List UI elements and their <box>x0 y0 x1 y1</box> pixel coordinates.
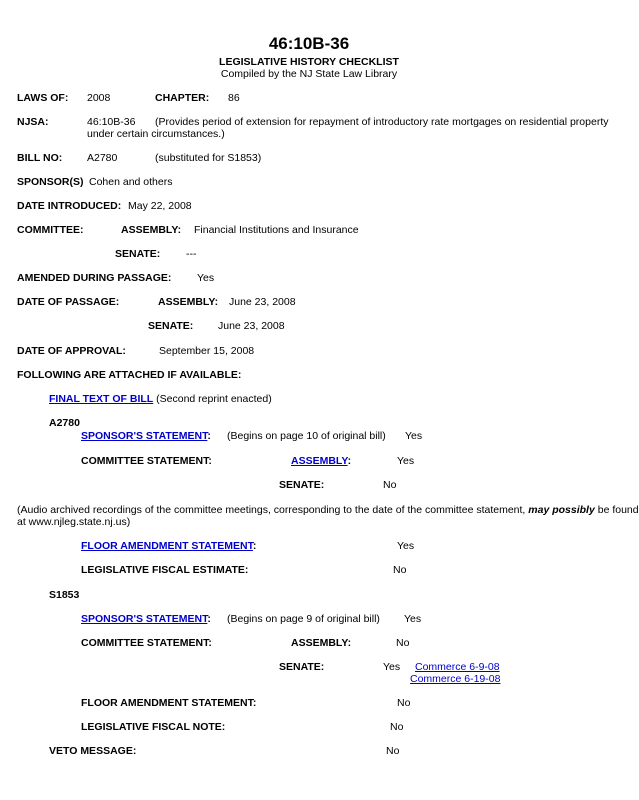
veto-value: No <box>386 745 400 757</box>
laws-of-label: LAWS OF: <box>17 92 69 104</box>
committee-senate-value: --- <box>186 248 197 260</box>
a2780-sponsor-colon: : <box>207 430 211 442</box>
s1853-sponsor-colon: : <box>207 613 211 625</box>
a2780-sponsor-statement-link[interactable]: SPONSOR'S STATEMENT <box>81 430 208 442</box>
amended-value: Yes <box>197 272 215 284</box>
s1853-senate-statement-link[interactable]: Commerce 6-19-08 <box>410 673 501 685</box>
a2780-senate-value: No <box>383 479 397 491</box>
njsa-description-line1: (Provides period of extension for repayment of introductory rate mortgages on residential property <box>155 116 609 128</box>
a2780-sponsor-statement <box>81 430 211 443</box>
committee-assembly-label: ASSEMBLY: <box>121 224 182 236</box>
a2780-fiscal-value: No <box>393 564 407 576</box>
a2780-committee-assembly <box>291 455 351 468</box>
passage-senate-value: June 23, 2008 <box>218 320 285 332</box>
bill-no-label: BILL NO: <box>17 152 63 164</box>
s1853-heading: S1853 <box>49 589 80 601</box>
passage-assembly-value: June 23, 2008 <box>229 296 296 308</box>
s1853-assembly-label: ASSEMBLY: <box>291 637 352 649</box>
s1853-fiscal-label: LEGISLATIVE FISCAL NOTE: <box>81 721 226 733</box>
s1853-senate-label: SENATE: <box>279 661 325 673</box>
committee-senate-label: SENATE: <box>115 248 161 260</box>
bill-no-value: A2780 <box>87 152 118 164</box>
a2780-sponsor-note: (Begins on page 10 of original bill) <box>227 430 386 442</box>
audio-note-emphasis: may possibly <box>528 504 595 516</box>
a2780-committee-label: COMMITTEE STATEMENT: <box>81 455 212 467</box>
audio-note-tail: be found <box>597 504 639 516</box>
s1853-fiscal-value: No <box>390 721 404 733</box>
laws-of-value: 2008 <box>87 92 111 104</box>
s1853-sponsor-note: (Begins on page 9 of original bill) <box>227 613 380 625</box>
date-of-approval-value: September 15, 2008 <box>159 345 255 357</box>
audio-note-line2: at www.njleg.state.nj.us) <box>17 516 131 528</box>
s1853-senate-statement-link[interactable]: Commerce 6-9-08 <box>415 661 500 673</box>
date-of-passage-label: DATE OF PASSAGE: <box>17 296 120 308</box>
compiled-by: Compiled by the NJ State Law Library <box>220 68 398 80</box>
passage-assembly-label: ASSEMBLY: <box>158 296 219 308</box>
final-text-note: (Second reprint enacted) <box>156 393 272 405</box>
njsa-description-line2: under certain circumstances.) <box>87 128 225 140</box>
s1853-sponsor-statement-link[interactable]: SPONSOR'S STATEMENT <box>81 613 208 625</box>
sponsors-label: SPONSOR(S) <box>17 176 84 188</box>
page-title: 46:10B-36 <box>268 34 350 53</box>
veto-label: VETO MESSAGE: <box>49 745 137 757</box>
s1853-sponsor-statement <box>81 613 211 626</box>
chapter-value: 86 <box>228 92 240 104</box>
a2780-floor-colon: : <box>252 540 257 552</box>
a2780-assembly-value: Yes <box>397 455 415 467</box>
date-introduced-label: DATE INTRODUCED: <box>17 200 122 212</box>
a2780-floor-amendment-link[interactable]: FLOOR AMENDMENT STATEMENT <box>81 540 253 552</box>
audio-note-text: (Audio archived recordings of the committee meetings, corresponding to the date of the committee statement, <box>17 504 526 516</box>
a2780-heading: A2780 <box>49 417 80 429</box>
bill-no-note: (substituted for S1853) <box>155 152 262 164</box>
committee-assembly-value: Financial Institutions and Insurance <box>194 224 359 236</box>
committee-label: COMMITTEE: <box>17 224 84 236</box>
s1853-floor-value: No <box>397 697 411 709</box>
passage-senate-label: SENATE: <box>148 320 194 332</box>
s1853-sponsor-value: Yes <box>404 613 422 625</box>
njsa-label: NJSA: <box>17 116 49 128</box>
a2780-senate-label: SENATE: <box>279 479 325 491</box>
date-introduced-value: May 22, 2008 <box>128 200 192 212</box>
a2780-assembly-link[interactable]: ASSEMBLY <box>291 455 348 467</box>
document-subtitle: LEGISLATIVE HISTORY CHECKLIST <box>219 56 399 68</box>
a2780-fiscal-label: LEGISLATIVE FISCAL ESTIMATE: <box>81 564 249 576</box>
s1853-senate-value: Yes <box>383 661 401 673</box>
s1853-committee-label: COMMITTEE STATEMENT: <box>81 637 212 649</box>
sponsors-value: Cohen and others <box>89 176 173 188</box>
a2780-floor-value: Yes <box>397 540 415 552</box>
final-text-row <box>49 393 272 406</box>
amended-label: AMENDED DURING PASSAGE: <box>17 272 172 284</box>
date-of-approval-label: DATE OF APPROVAL: <box>17 345 126 357</box>
a2780-sponsor-value: Yes <box>405 430 423 442</box>
chapter-label: CHAPTER: <box>155 92 210 104</box>
a2780-floor-amendment <box>81 540 256 553</box>
a2780-assembly-colon: : <box>347 455 352 467</box>
attached-heading: FOLLOWING ARE ATTACHED IF AVAILABLE: <box>17 369 242 381</box>
s1853-floor-label: FLOOR AMENDMENT STATEMENT: <box>81 697 257 709</box>
s1853-assembly-value: No <box>396 637 410 649</box>
final-text-link[interactable]: FINAL TEXT OF BILL <box>49 393 154 405</box>
njsa-value: 46:10B-36 <box>87 116 136 128</box>
